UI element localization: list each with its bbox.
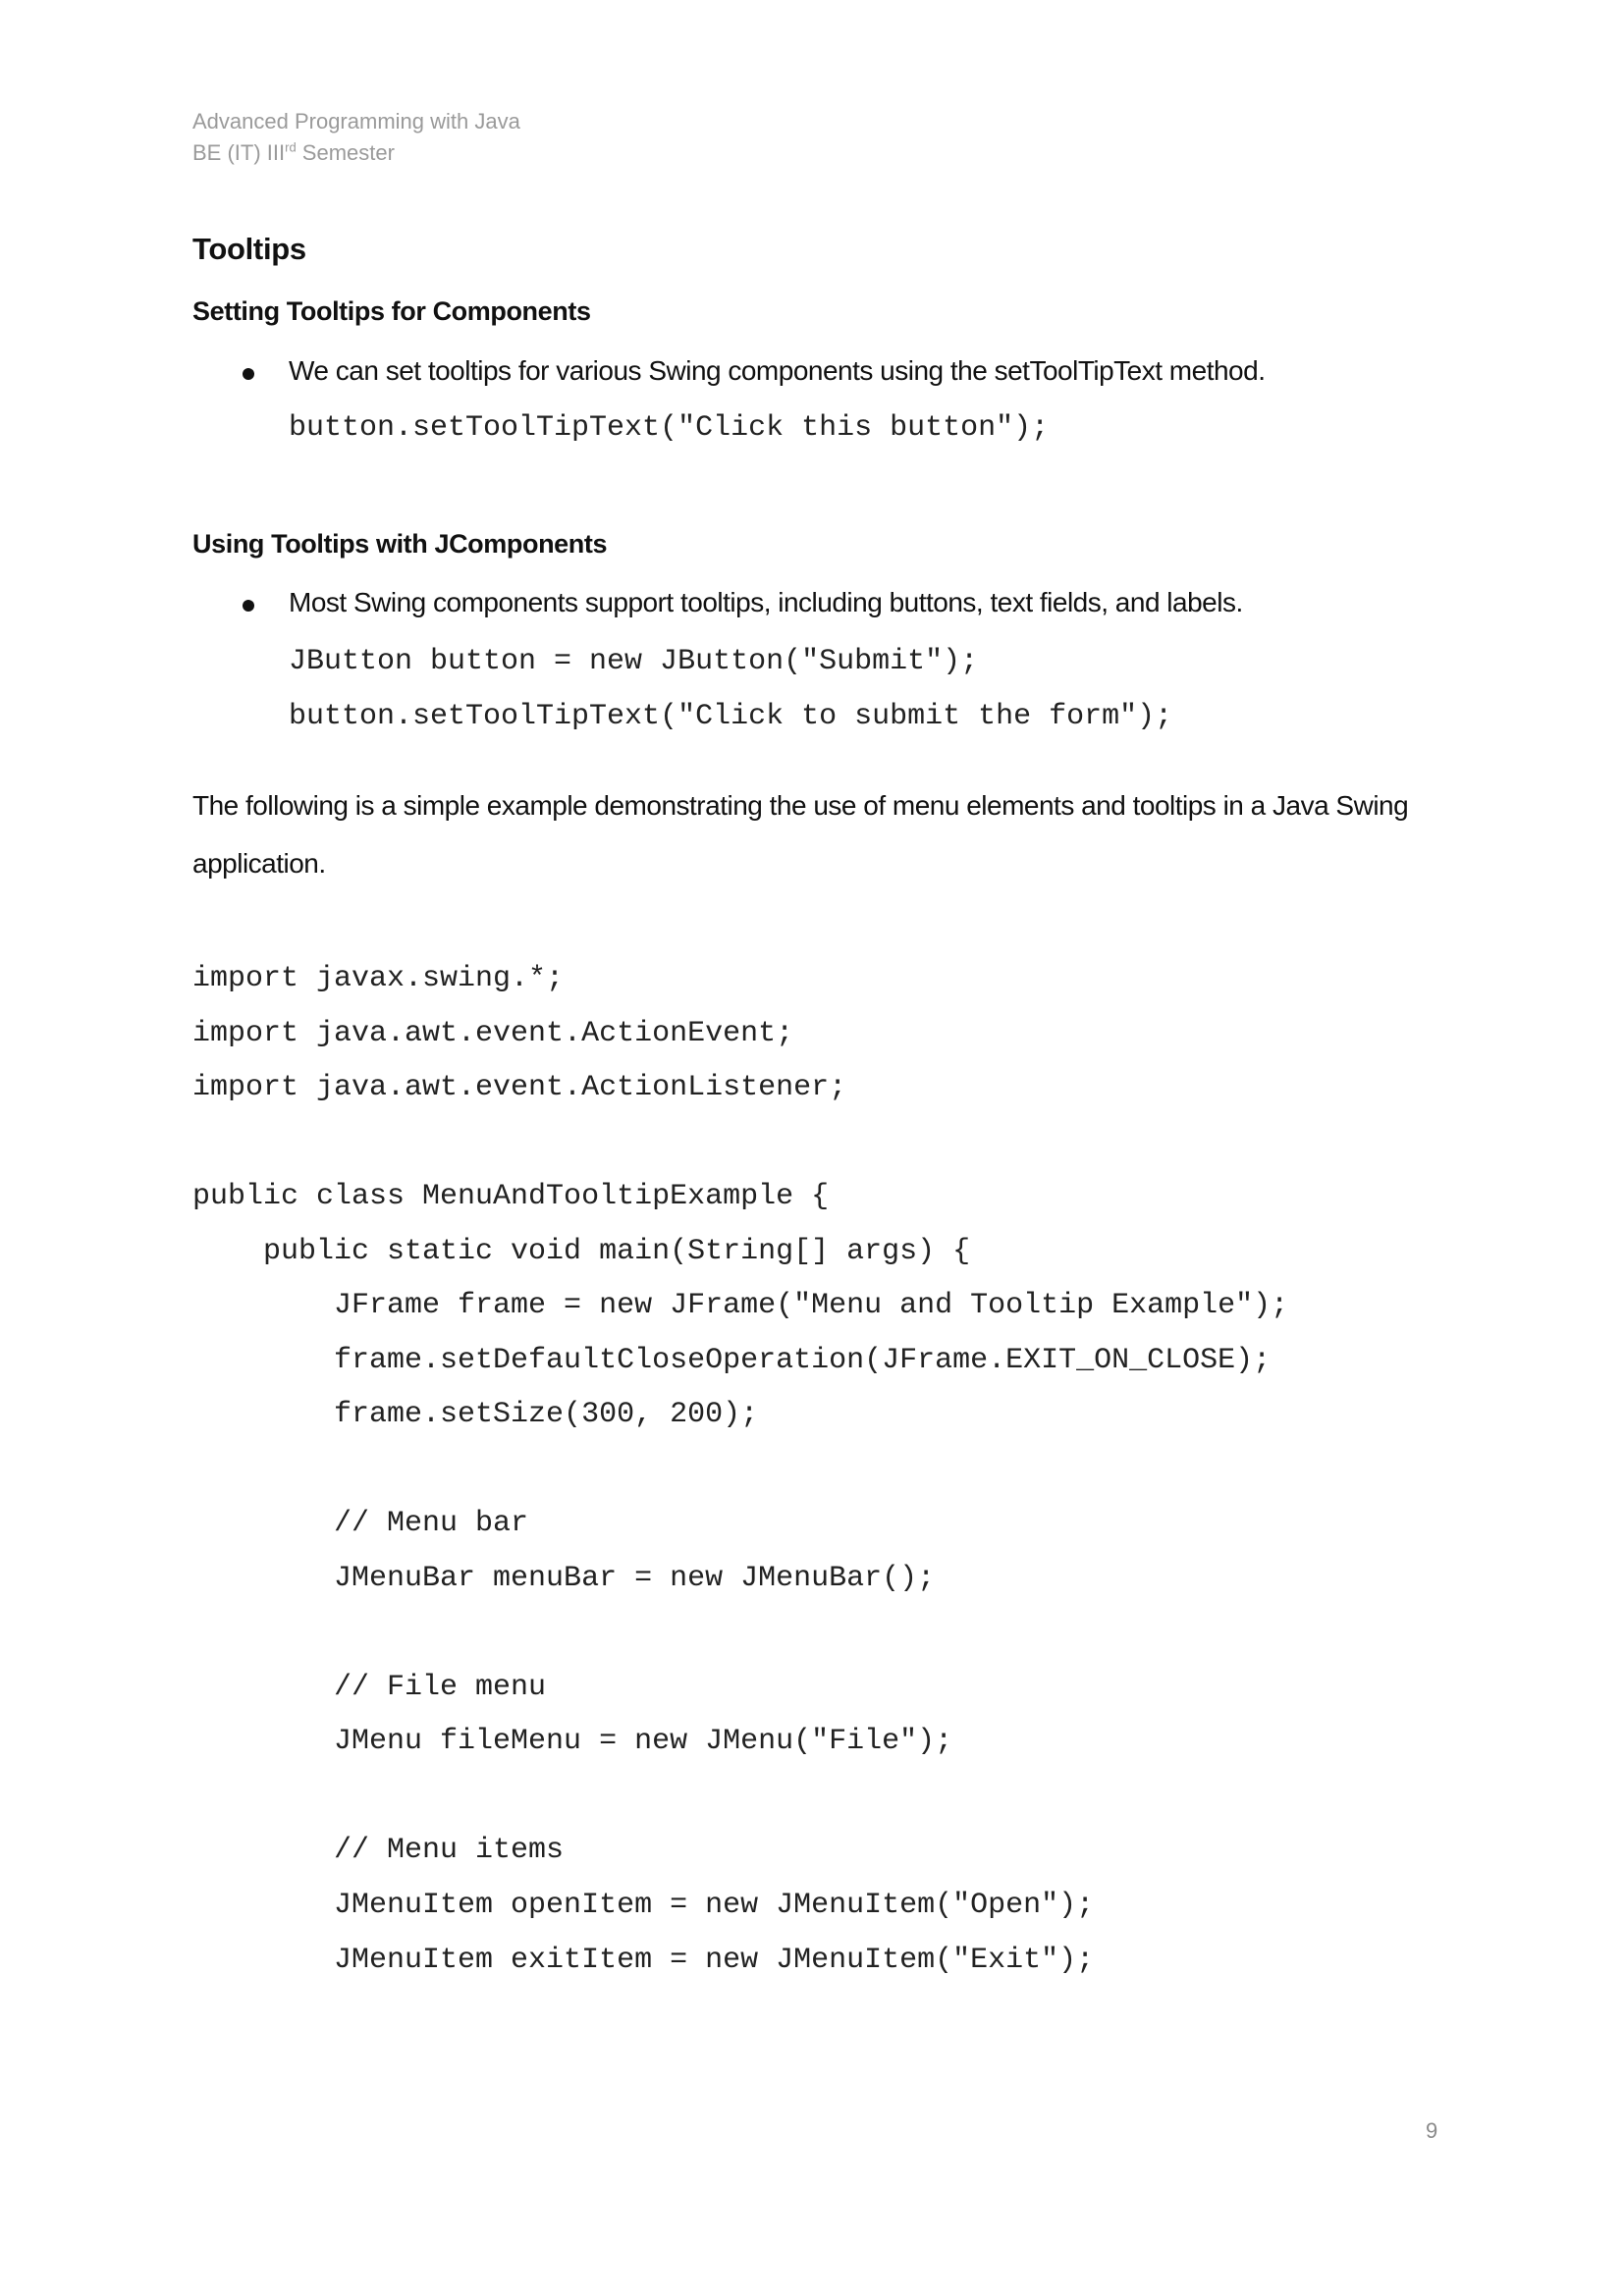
header-semester <box>192 137 520 169</box>
bullet-icon <box>243 368 254 380</box>
intro-paragraph-line2: application. <box>192 848 326 879</box>
code-line: frame.setSize(300, 200); <box>192 1398 759 1431</box>
code-line: button.setToolTipText("Click this button"); <box>289 411 1050 445</box>
code-line: JMenuBar menuBar = new JMenuBar(); <box>192 1562 936 1595</box>
code-line: JMenuItem exitItem = new JMenuItem("Exit"); <box>192 1944 1095 1977</box>
code-line: button.setToolTipText("Click to submit the form"); <box>289 700 1173 733</box>
code-line: JFrame frame = new JFrame("Menu and Tooltip Example"); <box>192 1289 1289 1322</box>
intro-paragraph-line1: The following is a simple example demonstrating the use of menu elements and tooltips in a Java Swing <box>192 790 1409 821</box>
bullet-text-set-tooltips: We can set tooltips for various Swing components using the setToolTipText method. <box>289 355 1266 386</box>
code-comment: // File menu <box>192 1671 547 1704</box>
code-comment: // Menu bar <box>192 1507 529 1540</box>
code-line: public static void main(String[] args) { <box>192 1235 971 1268</box>
code-line: import javax.swing.*; <box>192 962 565 995</box>
code-line: public class MenuAndTooltipExample { <box>192 1180 830 1213</box>
subsection-title-setting-tooltips: Setting Tooltips for Components <box>192 296 591 326</box>
subsection-title-using-tooltips: Using Tooltips with JComponents <box>192 529 608 559</box>
bullet-icon <box>243 600 254 612</box>
code-line: JMenuItem openItem = new JMenuItem("Open"); <box>192 1889 1095 1922</box>
code-line: JButton button = new JButton("Submit"); <box>289 645 979 678</box>
code-comment: // Menu items <box>192 1834 565 1867</box>
code-line: import java.awt.event.ActionListener; <box>192 1071 847 1104</box>
bullet-text-swing-support: Most Swing components support tooltips, including buttons, text fields, and labels. <box>289 587 1243 617</box>
header-semester-suffix: Semester <box>296 140 395 165</box>
code-line: JMenu fileMenu = new JMenu("File"); <box>192 1725 953 1758</box>
section-title: Tooltips <box>192 232 306 266</box>
header-semester-prefix: BE (IT) III <box>192 140 286 165</box>
running-header <box>192 106 520 169</box>
code-line: frame.setDefaultCloseOperation(JFrame.EXIT_ON_CLOSE); <box>192 1344 1272 1377</box>
code-line: import java.awt.event.ActionEvent; <box>192 1017 794 1050</box>
header-course-title: Advanced Programming with Java <box>192 109 520 133</box>
header-semester-sup: rd <box>285 139 297 155</box>
page-number: 9 <box>1426 2118 1438 2143</box>
